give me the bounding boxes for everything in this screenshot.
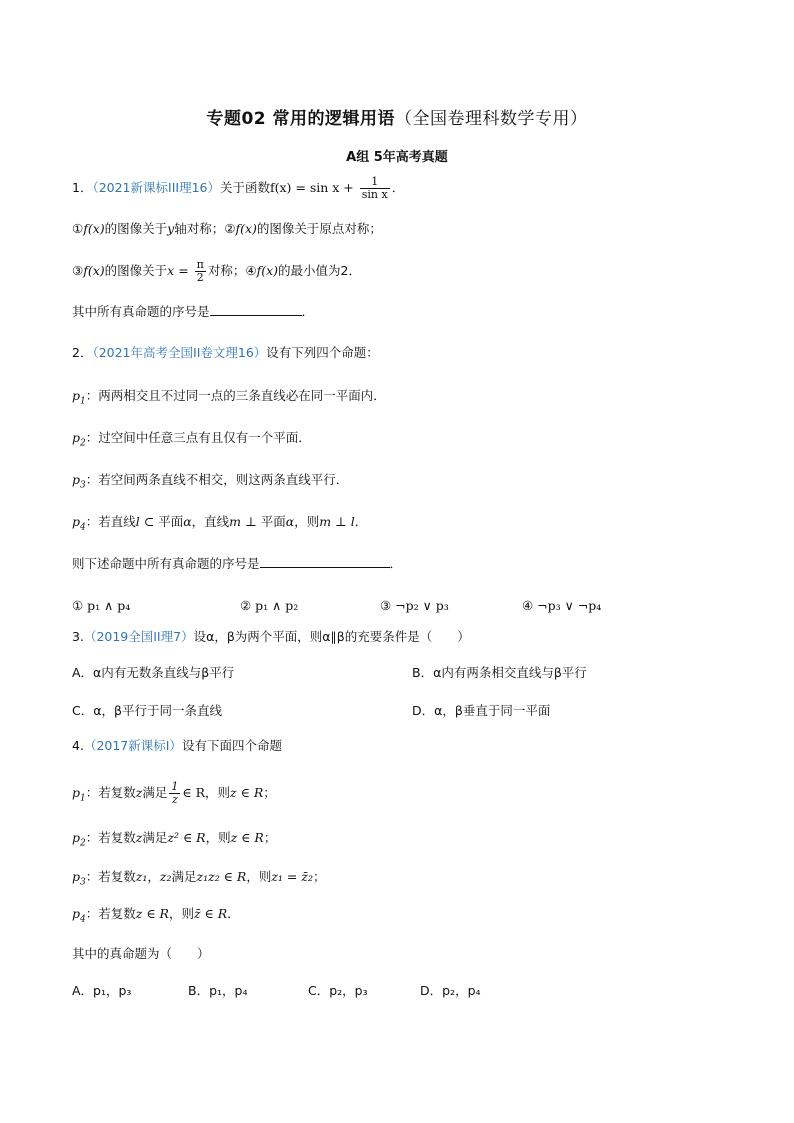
q2-stem: 2．（2021年高考全国II卷文理16）设有下列四个命题： [72, 345, 379, 360]
q2-ask: 则下述命题中所有真命题的序号是 ． [72, 556, 403, 571]
q1-stem: 1．（2021新课标III理16）关于函数f(x) = sin x + $\frac{1}{\text{sin x}}$ ． [72, 175, 405, 201]
q4-p4: $p_4$：若复数z ∈ R，则z̄ ∈ R． [72, 906, 240, 925]
q2-source: （2021年高考全国II卷文理16） [92, 345, 267, 360]
q4-p2: $p_2$：若复数z满足z² ∈ R，则z ∈ R； [72, 830, 277, 849]
q2-p2: $p_2$：过空间中任意三点有且仅有一个平面． [72, 430, 311, 449]
q1-statements-1-2: ①f(x)的图像关于y轴对称；②f(x)的图像关于原点对称； [72, 221, 382, 236]
q3-source: （2019全国II理7） [83, 629, 194, 644]
q2-answer-blank[interactable] [260, 555, 390, 568]
q2-p1: $p_1$：两两相交且不过同一点的三条直线必在同一平面内． [72, 388, 386, 407]
q1-ask: 其中所有真命题的序号是 ． [72, 304, 315, 319]
q3-stem: 3.（2019全国II理7）设α，β为两个平面，则α∥β的充要条件是（ ） [72, 629, 470, 644]
q2-option-2[interactable]: ② p₁ ∧ p₂ [240, 598, 299, 613]
q4-reciprocal-fraction: $\frac{1}{z}$ [171, 780, 179, 806]
q4-ask: 其中的真命题为（ ） [72, 946, 210, 961]
page-title [0, 104, 794, 129]
title-sub: （全国卷理科数学专用） [395, 109, 588, 129]
q1-answer-blank[interactable] [210, 303, 302, 316]
section-heading: A组 5年高考真题 [346, 150, 448, 165]
q4-option-d[interactable]: D．p₂，p₄ [420, 983, 481, 998]
q3-option-c[interactable]: C．α，β平行于同一条直线 [72, 703, 222, 718]
q3-option-b[interactable]: B．α内有两条相交直线与β平行 [412, 665, 587, 680]
q4-p1: $p_1$：若复数z满足 $\frac{1}{z}$ ∈ R，则z ∈ R； [72, 780, 276, 806]
q1-statements-3-4: ③f(x)的图像关于x = $\frac{\pi}{2}$ 对称；④f(x)的最小值为2． [72, 258, 362, 284]
q4-option-b[interactable]: B．p₁，p₄ [188, 983, 248, 998]
q2-option-4[interactable]: ④ ¬p₃ ∨ ¬p₄ [522, 598, 602, 613]
q4-stem: 4.（2017新课标I）设有下面四个命题 [72, 738, 282, 753]
q2-option-1[interactable]: ① p₁ ∧ p₄ [72, 598, 131, 613]
q3-option-d[interactable]: D．α，β垂直于同一平面 [412, 703, 551, 718]
q1-fraction: $\frac{1}{\text{sin x}}$ [361, 175, 388, 201]
q4-source: （2017新课标I） [83, 738, 182, 753]
q2-option-3[interactable]: ③ ¬p₂ ∨ p₃ [380, 598, 449, 613]
q4-option-c[interactable]: C．p₂，p₃ [308, 983, 368, 998]
q2-p4: $p_4$：若直线l ⊂ 平面α，直线m ⊥ 平面α，则m ⊥ l． [72, 514, 368, 533]
q1-function: f(x) = sin x + [270, 180, 358, 195]
title-main: 专题02 常用的逻辑用语 [206, 109, 396, 129]
q1-source: （2021新课标III理16） [92, 180, 220, 195]
q4-option-a[interactable]: A．p₁，p₃ [72, 983, 132, 998]
q3-option-a[interactable]: A．α内有无数条直线与β平行 [72, 665, 235, 680]
q1-pi-fraction: $\frac{\pi}{2}$ [196, 258, 204, 284]
q4-p3: $p_3$：若复数z₁，z₂满足z₁z₂ ∈ R，则z₁ = z̄₂； [72, 869, 326, 888]
q2-p3: $p_3$：若空间两条直线不相交，则这两条直线平行． [72, 472, 349, 491]
